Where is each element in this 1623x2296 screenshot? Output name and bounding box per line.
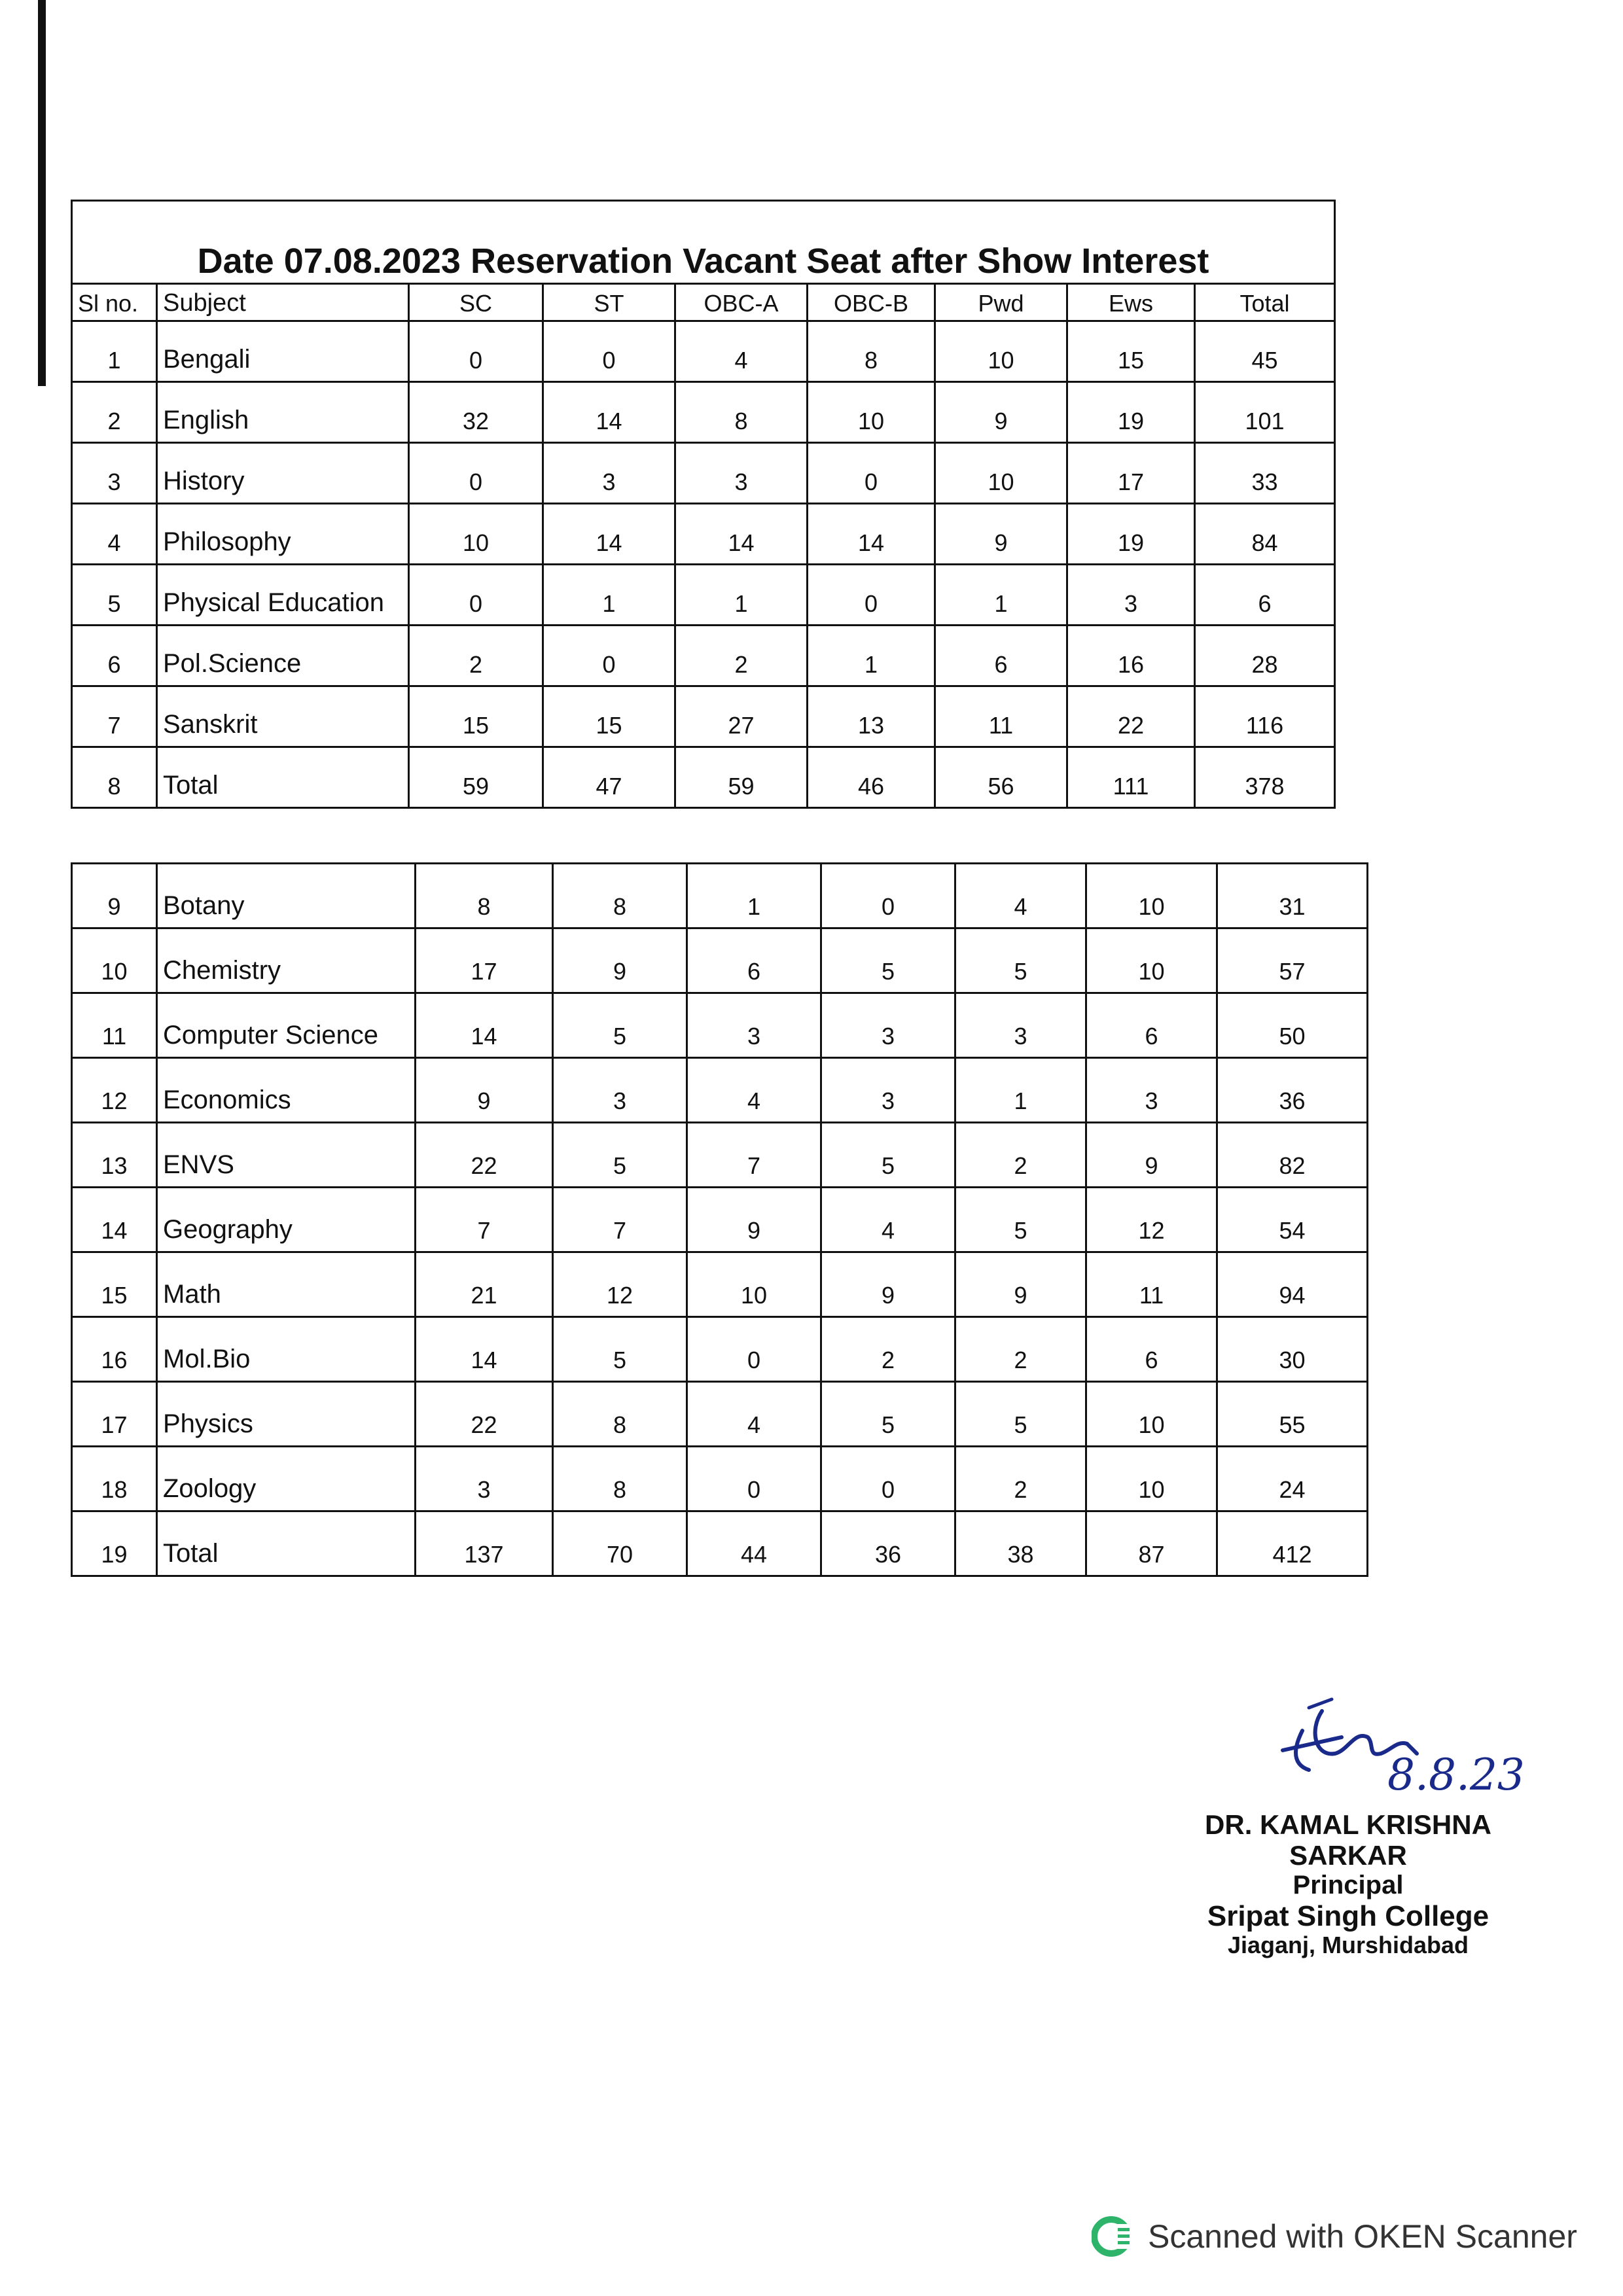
cell-pwd: 6 <box>935 626 1067 686</box>
cell-obc-a: 27 <box>675 686 808 747</box>
cell-sc: 21 <box>416 1252 553 1317</box>
cell-st: 8 <box>553 1447 687 1511</box>
cell-pwd: 2 <box>955 1317 1086 1382</box>
cell-obc-a: 8 <box>675 382 808 443</box>
cell-obc-b: 14 <box>808 504 935 565</box>
header-sl-no: Sl no. <box>72 284 157 321</box>
cell-subject: Computer Science <box>157 993 416 1058</box>
cell-ews: 9 <box>1086 1123 1217 1188</box>
cell-obc-a: 7 <box>687 1123 821 1188</box>
cell-ews: 10 <box>1086 1382 1217 1447</box>
handwritten-signature <box>1270 1691 1584 1809</box>
cell-subject: Bengali <box>157 321 409 382</box>
cell-obc-b: 0 <box>808 565 935 626</box>
cell-sc: 14 <box>416 1317 553 1382</box>
cell-obc-b: 36 <box>821 1511 955 1576</box>
cell-obc-b: 5 <box>821 928 955 993</box>
cell-sc: 8 <box>416 864 553 928</box>
cell-sl: 14 <box>72 1188 157 1252</box>
cell-obc-a: 14 <box>675 504 808 565</box>
cell-st: 7 <box>553 1188 687 1252</box>
cell-st: 14 <box>543 504 675 565</box>
cell-sc: 7 <box>416 1188 553 1252</box>
cell-total: 378 <box>1195 747 1335 808</box>
cell-ews: 111 <box>1067 747 1195 808</box>
cell-sc: 10 <box>409 504 543 565</box>
table-row <box>72 864 1368 928</box>
page-title: Date 07.08.2023 Reservation Vacant Seat after Show Interest <box>72 201 1335 284</box>
cell-subject: Philosophy <box>157 504 409 565</box>
table-row <box>72 321 1335 382</box>
cell-ews: 11 <box>1086 1252 1217 1317</box>
cell-sl: 2 <box>72 382 157 443</box>
cell-total: 33 <box>1195 443 1335 504</box>
cell-obc-a: 44 <box>687 1511 821 1576</box>
cell-total: 31 <box>1217 864 1368 928</box>
cell-obc-b: 10 <box>808 382 935 443</box>
cell-obc-b: 4 <box>821 1188 955 1252</box>
cell-ews: 16 <box>1067 626 1195 686</box>
cell-total: 54 <box>1217 1188 1368 1252</box>
cell-obc-b: 13 <box>808 686 935 747</box>
cell-pwd: 1 <box>935 565 1067 626</box>
cell-subject: Physical Education <box>157 565 409 626</box>
cell-total: 116 <box>1195 686 1335 747</box>
cell-pwd: 3 <box>955 993 1086 1058</box>
cell-sc: 3 <box>416 1447 553 1511</box>
cell-obc-b: 1 <box>808 626 935 686</box>
cell-subject: Total <box>157 1511 416 1576</box>
cell-subject: Total <box>157 747 409 808</box>
cell-st: 0 <box>543 321 675 382</box>
cell-sl: 9 <box>72 864 157 928</box>
cell-subject: History <box>157 443 409 504</box>
cell-obc-b: 5 <box>821 1123 955 1188</box>
cell-pwd: 2 <box>955 1123 1086 1188</box>
cell-total: 412 <box>1217 1511 1368 1576</box>
cell-st: 5 <box>553 993 687 1058</box>
cell-sl: 1 <box>72 321 157 382</box>
cell-pwd: 1 <box>955 1058 1086 1123</box>
cell-sl: 4 <box>72 504 157 565</box>
cell-ews: 12 <box>1086 1188 1217 1252</box>
scan-edge-bar <box>38 0 46 386</box>
cell-sl: 16 <box>72 1317 157 1382</box>
college-location: Jiaganj, Murshidabad <box>1227 1932 1469 1959</box>
cell-sc: 17 <box>416 928 553 993</box>
table-row <box>72 504 1335 565</box>
cell-sl: 17 <box>72 1382 157 1447</box>
cell-obc-b: 0 <box>821 1447 955 1511</box>
cell-st: 9 <box>553 928 687 993</box>
cell-st: 12 <box>553 1252 687 1317</box>
cell-total: 45 <box>1195 321 1335 382</box>
cell-pwd: 9 <box>955 1252 1086 1317</box>
cell-subject: Mol.Bio <box>157 1317 416 1382</box>
cell-sl: 11 <box>72 993 157 1058</box>
table-row <box>72 1317 1368 1382</box>
cell-obc-b: 3 <box>821 993 955 1058</box>
cell-sc: 15 <box>409 686 543 747</box>
cell-ews: 10 <box>1086 864 1217 928</box>
cell-sc: 2 <box>409 626 543 686</box>
cell-ews: 17 <box>1067 443 1195 504</box>
cell-obc-b: 2 <box>821 1317 955 1382</box>
cell-sc: 0 <box>409 565 543 626</box>
header-pwd: Pwd <box>935 284 1067 321</box>
cell-sl: 12 <box>72 1058 157 1123</box>
cell-sl: 7 <box>72 686 157 747</box>
scanner-watermark <box>1092 2210 1577 2263</box>
cell-obc-a: 4 <box>687 1382 821 1447</box>
cell-subject: Zoology <box>157 1447 416 1511</box>
cell-total: 6 <box>1195 565 1335 626</box>
table-row <box>72 626 1335 686</box>
cell-st: 3 <box>553 1058 687 1123</box>
cell-sl: 3 <box>72 443 157 504</box>
cell-ews: 3 <box>1067 565 1195 626</box>
cell-subject: Geography <box>157 1188 416 1252</box>
header-obc-b: OBC-B <box>808 284 935 321</box>
cell-subject: Sanskrit <box>157 686 409 747</box>
cell-sc: 14 <box>416 993 553 1058</box>
table-row <box>72 1188 1368 1252</box>
cell-pwd: 38 <box>955 1511 1086 1576</box>
table-row <box>72 993 1368 1058</box>
cell-subject: Pol.Science <box>157 626 409 686</box>
cell-pwd: 9 <box>935 504 1067 565</box>
vacant-seat-table-science <box>71 862 1368 1577</box>
scanner-watermark-text: Scanned with OKEN Scanner <box>1148 2218 1577 2255</box>
cell-ews: 19 <box>1067 504 1195 565</box>
cell-total: 50 <box>1217 993 1368 1058</box>
table-row <box>72 443 1335 504</box>
cell-sl: 19 <box>72 1511 157 1576</box>
cell-st: 47 <box>543 747 675 808</box>
cell-pwd: 11 <box>935 686 1067 747</box>
cell-obc-a: 3 <box>687 993 821 1058</box>
header-total: Total <box>1195 284 1335 321</box>
cell-ews: 6 <box>1086 1317 1217 1382</box>
cell-sl: 5 <box>72 565 157 626</box>
header-ews: Ews <box>1067 284 1195 321</box>
cell-st: 1 <box>543 565 675 626</box>
cell-sc: 0 <box>409 443 543 504</box>
cell-obc-a: 4 <box>687 1058 821 1123</box>
cell-sc: 0 <box>409 321 543 382</box>
header-st: ST <box>543 284 675 321</box>
cell-ews: 10 <box>1086 928 1217 993</box>
cell-st: 8 <box>553 864 687 928</box>
cell-pwd: 4 <box>955 864 1086 928</box>
header-subject: Subject <box>157 284 409 321</box>
cell-ews: 87 <box>1086 1511 1217 1576</box>
header-sc: SC <box>409 284 543 321</box>
cell-total: 28 <box>1195 626 1335 686</box>
cell-obc-b: 0 <box>821 864 955 928</box>
cell-subject: Botany <box>157 864 416 928</box>
cell-obc-a: 1 <box>687 864 821 928</box>
cell-obc-a: 0 <box>687 1317 821 1382</box>
table-total-row <box>72 1511 1368 1576</box>
cell-total: 101 <box>1195 382 1335 443</box>
oken-scanner-logo-icon <box>1092 2215 1135 2258</box>
cell-obc-a: 2 <box>675 626 808 686</box>
cell-pwd: 5 <box>955 928 1086 993</box>
cell-obc-b: 9 <box>821 1252 955 1317</box>
table-total-row <box>72 747 1335 808</box>
cell-total: 94 <box>1217 1252 1368 1317</box>
cell-obc-b: 46 <box>808 747 935 808</box>
cell-subject: Economics <box>157 1058 416 1123</box>
cell-subject: ENVS <box>157 1123 416 1188</box>
cell-sc: 59 <box>409 747 543 808</box>
cell-st: 5 <box>553 1317 687 1382</box>
cell-total: 30 <box>1217 1317 1368 1382</box>
cell-sl: 13 <box>72 1123 157 1188</box>
cell-st: 8 <box>553 1382 687 1447</box>
cell-subject: English <box>157 382 409 443</box>
cell-obc-b: 5 <box>821 1382 955 1447</box>
signature-date: 8.8.23 <box>1387 1750 1525 1800</box>
table-row <box>72 928 1368 993</box>
header-obc-a: OBC-A <box>675 284 808 321</box>
cell-subject: Physics <box>157 1382 416 1447</box>
table-row <box>72 1382 1368 1447</box>
signatory-block <box>1158 1809 1538 1958</box>
cell-obc-a: 3 <box>675 443 808 504</box>
table-row <box>72 1447 1368 1511</box>
cell-pwd: 5 <box>955 1382 1086 1447</box>
cell-total: 57 <box>1217 928 1368 993</box>
signatory-role: Principal <box>1293 1871 1404 1900</box>
cell-total: 36 <box>1217 1058 1368 1123</box>
cell-obc-a: 10 <box>687 1252 821 1317</box>
cell-sl: 15 <box>72 1252 157 1317</box>
cell-ews: 15 <box>1067 321 1195 382</box>
cell-obc-a: 4 <box>675 321 808 382</box>
table-row <box>72 1123 1368 1188</box>
cell-sl: 10 <box>72 928 157 993</box>
cell-obc-b: 3 <box>821 1058 955 1123</box>
cell-pwd: 10 <box>935 443 1067 504</box>
vacant-seat-table-arts <box>71 200 1336 809</box>
table-row <box>72 686 1335 747</box>
table-row <box>72 1252 1368 1317</box>
cell-sc: 137 <box>416 1511 553 1576</box>
table-row <box>72 565 1335 626</box>
cell-obc-b: 0 <box>808 443 935 504</box>
cell-st: 14 <box>543 382 675 443</box>
table-header-row <box>72 284 1335 321</box>
signatory-name: DR. KAMAL KRISHNA SARKAR <box>1205 1809 1491 1871</box>
cell-subject: Chemistry <box>157 928 416 993</box>
cell-pwd: 56 <box>935 747 1067 808</box>
cell-obc-a: 59 <box>675 747 808 808</box>
cell-st: 70 <box>553 1511 687 1576</box>
cell-ews: 3 <box>1086 1058 1217 1123</box>
cell-pwd: 9 <box>935 382 1067 443</box>
cell-ews: 10 <box>1086 1447 1217 1511</box>
cell-sc: 9 <box>416 1058 553 1123</box>
college-name: Sripat Singh College <box>1207 1899 1489 1932</box>
cell-sc: 22 <box>416 1123 553 1188</box>
cell-pwd: 5 <box>955 1188 1086 1252</box>
cell-st: 0 <box>543 626 675 686</box>
cell-sl: 8 <box>72 747 157 808</box>
cell-ews: 22 <box>1067 686 1195 747</box>
cell-ews: 19 <box>1067 382 1195 443</box>
cell-pwd: 10 <box>935 321 1067 382</box>
cell-st: 5 <box>553 1123 687 1188</box>
cell-obc-a: 9 <box>687 1188 821 1252</box>
cell-st: 15 <box>543 686 675 747</box>
cell-obc-a: 6 <box>687 928 821 993</box>
cell-total: 82 <box>1217 1123 1368 1188</box>
cell-obc-a: 0 <box>687 1447 821 1511</box>
cell-pwd: 2 <box>955 1447 1086 1511</box>
cell-ews: 6 <box>1086 993 1217 1058</box>
cell-obc-b: 8 <box>808 321 935 382</box>
cell-sl: 6 <box>72 626 157 686</box>
table-row <box>72 1058 1368 1123</box>
cell-sc: 22 <box>416 1382 553 1447</box>
cell-st: 3 <box>543 443 675 504</box>
cell-sc: 32 <box>409 382 543 443</box>
cell-sl: 18 <box>72 1447 157 1511</box>
cell-subject: Math <box>157 1252 416 1317</box>
cell-total: 24 <box>1217 1447 1368 1511</box>
table-row <box>72 382 1335 443</box>
cell-total: 55 <box>1217 1382 1368 1447</box>
cell-obc-a: 1 <box>675 565 808 626</box>
signature-icon <box>1270 1691 1584 1809</box>
cell-total: 84 <box>1195 504 1335 565</box>
